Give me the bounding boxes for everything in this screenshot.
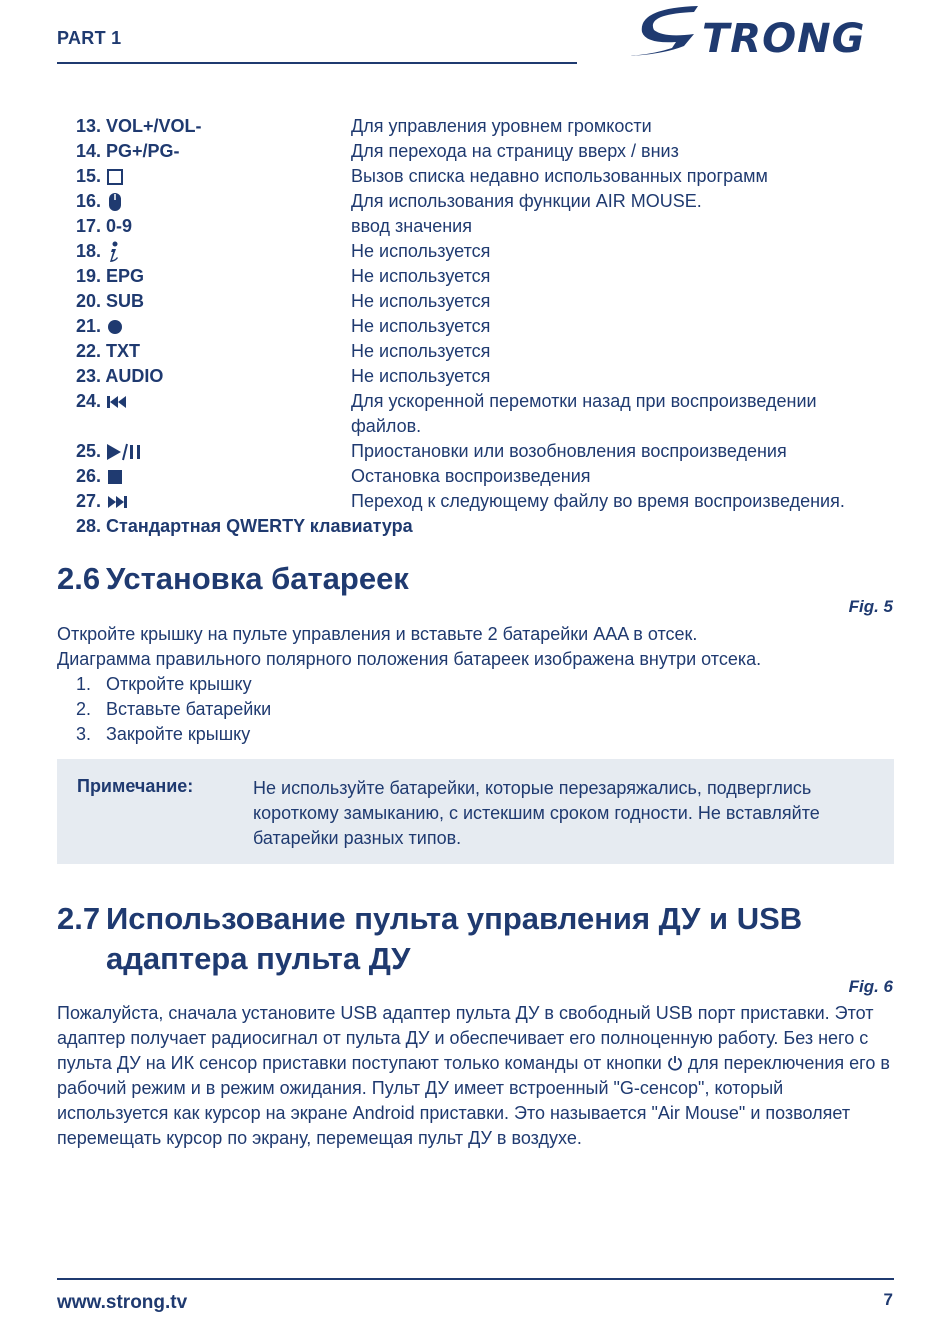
key-label: 15. <box>76 164 351 189</box>
info-icon <box>106 241 120 263</box>
section-number: 2.6 <box>57 561 101 596</box>
list-item <box>76 439 896 464</box>
key-label: 22. TXT <box>76 341 141 361</box>
paragraph-line: Откройте крышку на пульте управления и вставьте 2 батарейки AAA в отсек. <box>57 624 698 644</box>
list-item <box>76 239 896 264</box>
section-title-continued: адаптера пульта ДУ <box>106 941 411 976</box>
step-text: Вставьте батарейки <box>106 699 272 719</box>
key-label: 26. <box>76 464 351 489</box>
note-text: Не используйте батарейки, которые перезаряжались, подверглись короткому замыканию, с истекшим сроком годности. Не вставляйте батарейки разных типов. <box>253 778 820 848</box>
section-number: 2.7 <box>57 901 101 936</box>
remote-key-list <box>76 114 896 539</box>
stop-icon <box>106 468 124 486</box>
footer-divider <box>57 1278 894 1280</box>
key-label: 20. SUB <box>76 291 145 311</box>
paragraph <box>57 1001 892 1151</box>
key-label: 27. <box>76 489 351 514</box>
step-number: 1. <box>76 674 92 694</box>
step-number: 3. <box>76 724 92 744</box>
list-item <box>76 139 896 164</box>
key-label: 21. <box>76 314 351 339</box>
paragraph-line: Диаграмма правильного полярного положения батареек изображена внутри отсека. <box>57 649 762 669</box>
section-title: Установка батареек <box>106 561 409 596</box>
section-heading <box>57 559 409 599</box>
paragraph-text: Пожалуйста, сначала установите USB адаптер пульта ДУ в свободный USB порт приставки. Этот адаптер получает радиосигнал от пульта ДУ и обеспечивает его полноценную работу. Без него с пульта ДУ на ИК сенсор приставки поступают только команды от кнопки <box>57 1003 874 1073</box>
list-item <box>76 722 271 747</box>
list-item <box>76 164 896 189</box>
list-item <box>76 189 896 214</box>
list-item <box>76 264 896 289</box>
list-item <box>76 364 896 389</box>
figure-reference: Fig. 5 <box>848 597 893 616</box>
key-label: 17. 0-9 <box>76 216 133 236</box>
key-label: 23. AUDIO <box>76 366 164 386</box>
key-description: Не используется <box>351 291 491 311</box>
step-text: Закройте крышку <box>106 724 251 744</box>
key-description: Переход к следующему файлу во время воспроизведения. <box>351 491 845 511</box>
strong-logo <box>624 4 896 64</box>
list-item <box>76 289 896 314</box>
page-number: 7 <box>883 1290 893 1309</box>
key-description: Для использования функции AIR MOUSE. <box>351 191 702 211</box>
mouse-icon <box>106 192 124 212</box>
key-label: 13. VOL+/VOL- <box>76 116 202 136</box>
key-description: Не используется <box>351 241 491 261</box>
key-label: 16. <box>76 189 351 214</box>
list-item <box>76 389 896 439</box>
key-description: Для управления уровнем громкости <box>351 116 652 136</box>
note-label: Примечание: <box>77 776 194 796</box>
svg-text:TRONG: TRONG <box>702 16 866 62</box>
key-description: Вызов списка недавно использованных программ <box>351 166 768 186</box>
key-description: Для перехода на страницу вверх / вниз <box>351 141 679 161</box>
key-description: Приостановки или возобновления воспроизведения <box>351 441 787 461</box>
key-description: Не используется <box>351 366 491 386</box>
list-item <box>76 489 896 514</box>
key-description: Не используется <box>351 341 491 361</box>
square-outline-icon <box>106 168 124 186</box>
list-item <box>76 697 271 722</box>
key-description: Не используется <box>351 316 491 336</box>
list-item <box>76 672 271 697</box>
key-label: 28. Стандартная QWERTY клавиатура <box>76 516 413 536</box>
steps-list <box>76 672 271 747</box>
record-dot-icon <box>106 318 124 336</box>
key-label: 25. <box>76 439 351 464</box>
key-label: 18. <box>76 239 351 264</box>
power-icon <box>667 1055 683 1071</box>
list-item <box>76 314 896 339</box>
website-link[interactable]: www.strong.tv <box>57 1292 188 1313</box>
next-track-icon <box>106 494 128 510</box>
section-title: Использование пульта управления ДУ и USB <box>106 901 803 936</box>
key-label: 24. <box>76 389 351 439</box>
key-description: ввод значения <box>351 216 472 236</box>
key-description: Остановка воспроизведения <box>351 466 591 486</box>
list-item <box>76 464 896 489</box>
section-heading <box>57 899 802 979</box>
list-item <box>76 114 896 139</box>
play-pause-icon <box>106 443 146 461</box>
list-item <box>76 339 896 364</box>
rewind-icon <box>106 394 128 410</box>
list-item <box>76 214 896 239</box>
key-label: 14. PG+/PG- <box>76 141 180 161</box>
paragraph-text: для переключения его в рабочий режим и в режим ожидания. Пульт ДУ имеет встроенный "G-сенсор", который используется как курсор на экране Android приставки. Это называется "Air Mouse" и позволяет перемещать курсор по экрану, перемещая пульт ДУ в воздухе. <box>57 1053 890 1148</box>
note-box <box>57 759 894 864</box>
key-description: Для ускоренной перемотки назад при воспроизведении файлов. <box>351 391 817 436</box>
figure-reference: Fig. 6 <box>848 977 893 996</box>
list-item <box>76 514 896 539</box>
step-number: 2. <box>76 699 92 719</box>
step-text: Откройте крышку <box>106 674 252 694</box>
paragraph <box>57 622 897 672</box>
part-label: PART 1 <box>57 28 122 48</box>
header-divider <box>57 62 577 64</box>
key-label: 19. EPG <box>76 266 145 286</box>
key-description: Не используется <box>351 266 491 286</box>
